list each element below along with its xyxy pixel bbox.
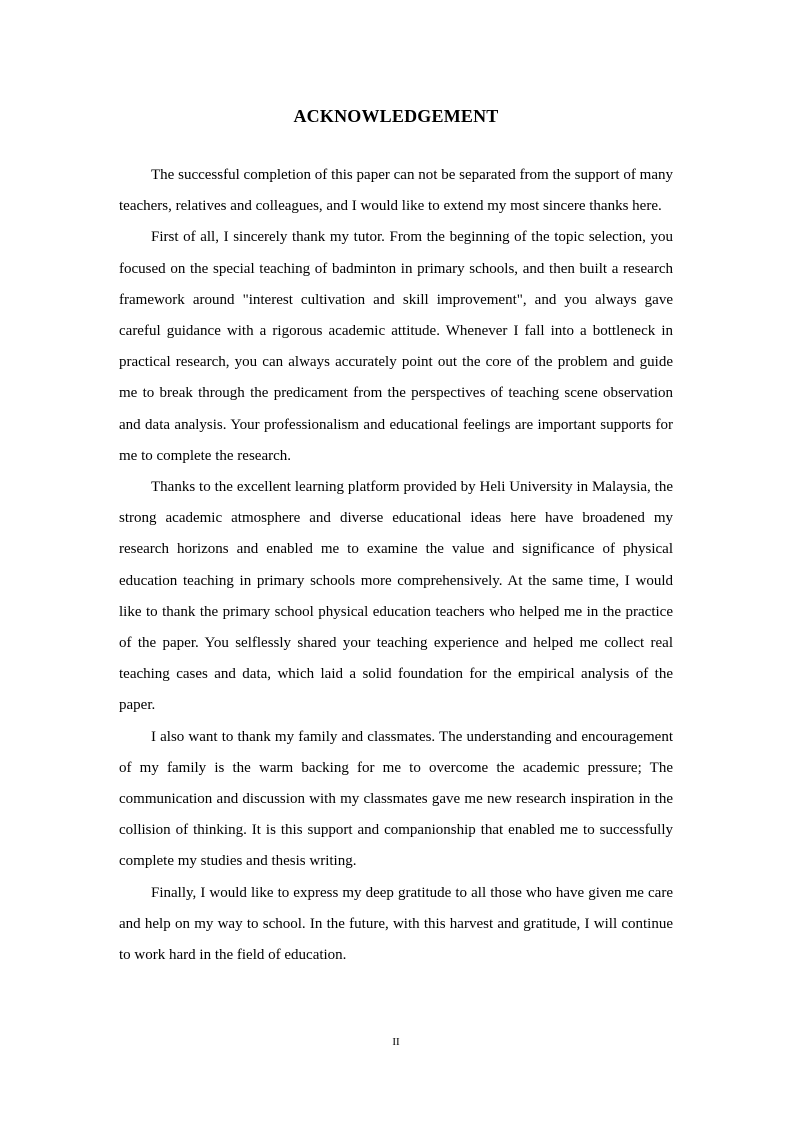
page-title: ACKNOWLEDGEMENT [293,106,499,126]
acknowledgement-body [119,160,673,971]
page-number: II [392,1036,400,1048]
paragraph-1: The successful completion of this paper can not be separated from the support of many teachers, relatives and colleagues, and I would like to extend my most sincere thanks here. [119,167,673,215]
paragraph-3: Thanks to the excellent learning platform provided by Heli University in Malaysia, the strong academic atmosphere and diverse educational ideas here have broadened my research horizons and enabled me to examine the value and significance of physical education teaching in primary schools more comprehensively. At the same time, I would like to thank the primary school physical education teachers who helped me in the practice of the paper. You selflessly shared your teaching experience and helped me collect real teaching cases and data, which laid a solid foundation for the empirical analysis of the paper. [119,479,673,714]
paragraph-4: I also want to thank my family and classmates. The understanding and encouragement of my family is the warm backing for me to overcome the academic pressure; The communication and discussion with my classmates gave me new research inspiration in the collision of thinking. It is this support and companionship that enabled me to successfully complete my studies and thesis writing. [119,728,673,870]
paragraph-2: First of all, I sincerely thank my tutor. From the beginning of the topic selection, you focused on the special teaching of badminton in primary schools, and then built a research framework around "interest cultivation and skill improvement", and you always gave careful guidance with a rigorous academic attitude. Whenever I fall into a bottleneck in practical research, you can always accurately point out the core of the problem and guide me to break through the predicament from the perspectives of teaching scene observation and data analysis. Your professionalism and educational feelings are important supports for me to complete the research. [119,229,673,464]
paragraph-5: Finally, I would like to express my deep gratitude to all those who have given me care and help on my way to school. In the future, with this harvest and gratitude, I will continue to work hard in the field of education. [119,884,673,964]
